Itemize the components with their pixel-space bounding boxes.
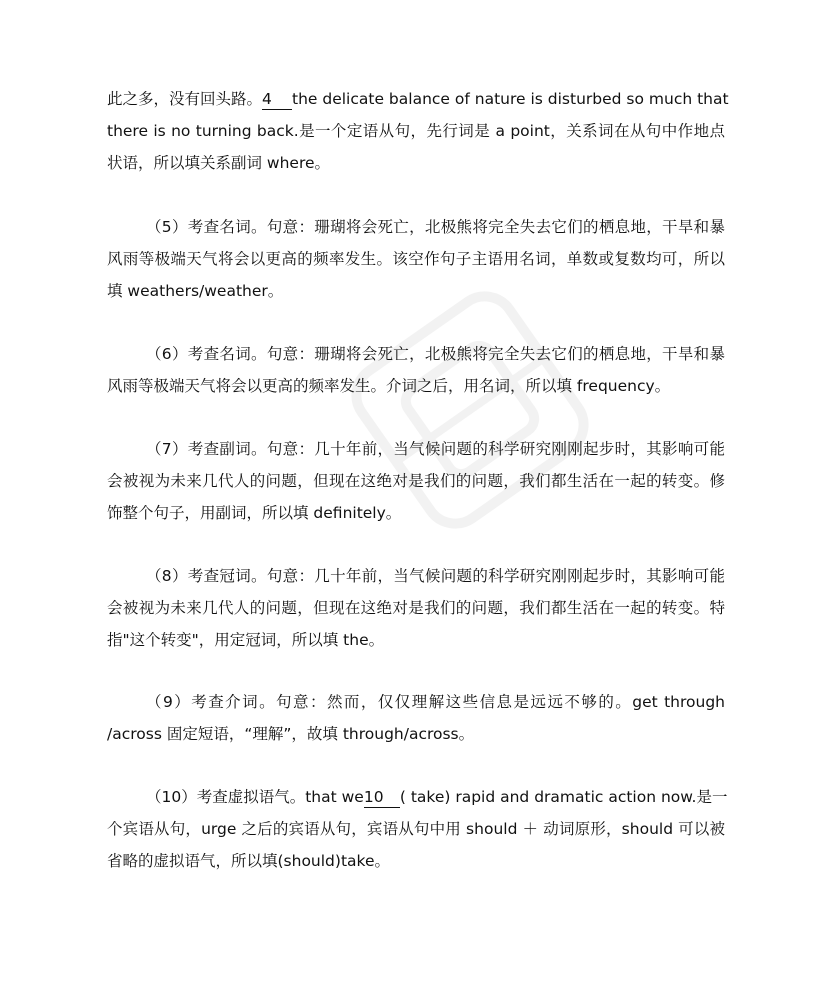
para5-line3: 填 weathers/weather。 xyxy=(107,282,284,300)
para9-line2: /across 固定短语，“理解”，故填 through/across。 xyxy=(107,725,475,743)
para10-line1: （10）考查虚拟语气。that we10 ( take) rapid and dramatic action now.是一 xyxy=(146,788,728,806)
para8-line3: 指"这个转变"，用定冠词，所以填 the。 xyxy=(107,631,385,649)
para10-line2: 个宾语从句，urge 之后的宾语从句，宾语从句中用 should ＋ 动词原形，should 可以被 xyxy=(107,820,725,838)
para6-line1: （6）考查名词。句意：珊瑚将会死亡，北极熊将完全失去它们的栖息地，干旱和暴 xyxy=(146,345,725,363)
para7-line2: 会被视为未来几代人的问题，但现在这绝对是我们的问题，我们都生活在一起的转变。修 xyxy=(107,472,725,490)
para7-line1: （7）考查副词。句意：几十年前，当气候问题的科学研究刚刚起步时，其影响可能 xyxy=(146,440,725,458)
para7-line3: 饰整个句子，用副词，所以填 definitely。 xyxy=(107,504,402,522)
para9-line1: （9）考查介词。句意：然而，仅仅理解这些信息是远远不够的。get through xyxy=(146,693,725,711)
answer-blank-4: 4 xyxy=(262,89,292,110)
para1-line2: there is no turning back.是一个定语从句，先行词是 a point，关系词在从句中作地点 xyxy=(107,122,725,140)
para8-line1: （8）考查冠词。句意：几十年前，当气候问题的科学研究刚刚起步时，其影响可能 xyxy=(146,567,725,585)
para5-line2: 风雨等极端天气将会以更高的频率发生。该空作句子主语用名词，单数或复数均可，所以 xyxy=(107,250,725,268)
para6-line2: 风雨等极端天气将会以更高的频率发生。介词之后，用名词，所以填 frequency。 xyxy=(107,377,671,395)
para8-line2: 会被视为未来几代人的问题，但现在这绝对是我们的问题，我们都生活在一起的转变。特 xyxy=(107,599,725,617)
para10-line3: 省略的虚拟语气，所以填(should)take。 xyxy=(107,852,390,870)
answer-blank-10: 10 xyxy=(364,787,400,808)
para1-line3: 状语，所以填关系副词 where。 xyxy=(107,154,331,172)
para1-line1: 此之多，没有回头路。4 the delicate balance of nature is disturbed so much that xyxy=(107,90,729,108)
para5-line1: （5）考查名词。句意：珊瑚将会死亡，北极熊将完全失去它们的栖息地，干旱和暴 xyxy=(146,218,725,236)
